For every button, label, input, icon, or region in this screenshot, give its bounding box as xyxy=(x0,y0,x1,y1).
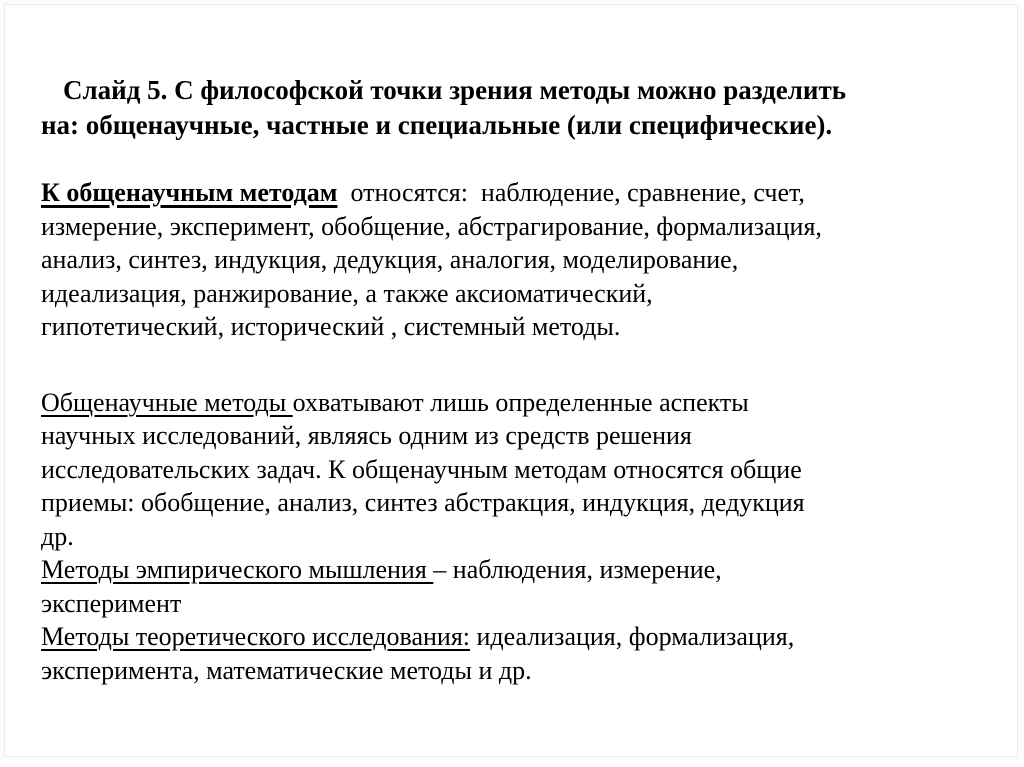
plain-text: идеализация, формализация, xyxy=(470,622,795,651)
plain-text: научных исследований, являясь одним из средств решения xyxy=(41,421,692,450)
text-line xyxy=(41,486,991,520)
text-line xyxy=(41,310,991,344)
underline-text: Методы эмпирического мышления xyxy=(41,555,434,584)
slide-title-line xyxy=(41,108,991,143)
slide-text xyxy=(41,73,991,687)
slide xyxy=(4,4,1018,757)
plain-text: относятся: наблюдение, сравнение, счет, xyxy=(337,178,805,207)
underline-text: Общенаучные методы xyxy=(41,387,293,417)
text-line xyxy=(41,210,991,244)
plain-text: анализ, синтез, индукция, дедукция, аналогия, моделирование, xyxy=(41,245,739,274)
plain-text: исследовательских задач. К общенаучным методам относятся общие xyxy=(41,454,802,484)
plain-text: приемы: обобщение, анализ, синтез абстракция, индукция, дедукция xyxy=(41,488,805,517)
plain-text: гипотетический, исторический , системный методы. xyxy=(41,312,621,341)
text-line xyxy=(41,587,991,621)
blank-line xyxy=(41,143,991,176)
plain-text: измерение, эксперимент, обобщение, абстрагирование, формализация, xyxy=(41,211,822,241)
text-line xyxy=(41,277,991,311)
text-line xyxy=(41,553,991,587)
slide-title-line xyxy=(41,73,991,108)
underline-text: Методы теоретического исследования: xyxy=(41,622,471,651)
plain-text: эксперимент xyxy=(41,588,182,618)
bold-text: Слайд 5. С философской точки зрения методы можно разделить xyxy=(63,75,847,105)
text-line xyxy=(41,243,991,277)
plain-text: идеализация, ранжирование, а также аксиоматический, xyxy=(41,278,653,308)
blank-line xyxy=(41,344,991,386)
text-line xyxy=(41,620,991,654)
plain-text: др. xyxy=(41,521,74,551)
bold-underline-text: К общенаучным методам xyxy=(41,178,338,207)
text-line xyxy=(41,654,991,688)
text-line xyxy=(41,419,991,453)
plain-text: эксперимента, математические методы и др. xyxy=(41,655,532,685)
plain-text: – наблюдения, измерение, xyxy=(433,555,722,584)
text-line xyxy=(41,453,991,487)
text-line xyxy=(41,176,991,210)
text-line xyxy=(41,520,991,554)
bold-text: на: общенаучные, частные и специальные (или специфические). xyxy=(41,110,833,140)
plain-text: охватывают лишь определенные аспекты xyxy=(292,387,749,417)
text-line xyxy=(41,386,991,420)
